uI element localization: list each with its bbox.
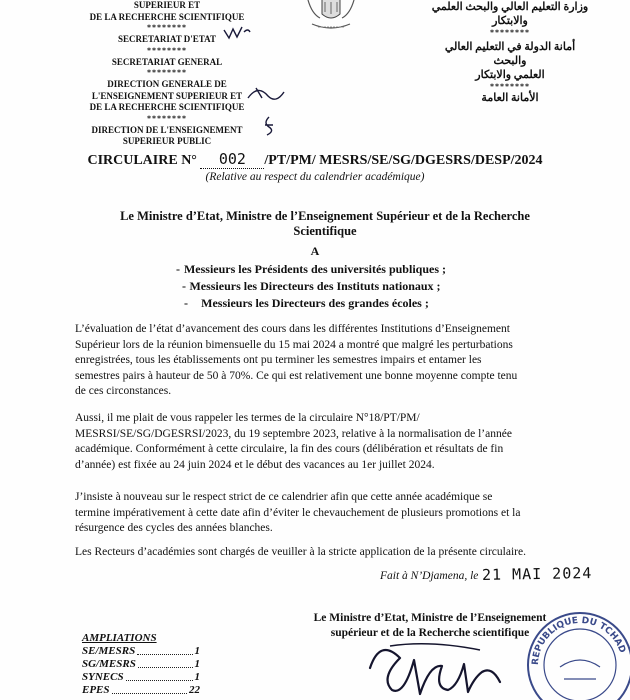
paragraph-4: [75, 545, 565, 561]
paragraph-1-line: enregistrées, tous les établissements ont pu terminer les semestres impairs et entamer les: [75, 354, 482, 367]
signatory-line1: Le Ministre d’Etat, Ministre de l’Enseignement: [313, 612, 547, 624]
ampliation-label: EPES: [82, 684, 110, 696]
header-right-line4: العلمي والابتكار: [475, 69, 545, 81]
paragraph-2-line: d’année) est fixée au 24 juin 2024 et le début des vacances au 1er juillet 2024.: [75, 458, 435, 471]
paragraph-2-line: MESRSI/SE/SG/DGESRSI/2023, du 19 septembre 2023, relative à la normalisation de l’année: [75, 427, 512, 440]
header-left-line2: DE LA RECHERCHE SCIENTIFIQUE: [89, 11, 245, 22]
ampliations-title: AMPLIATIONS: [82, 632, 157, 644]
ampliation-row: [82, 671, 200, 684]
initials-scribble-3: [260, 115, 278, 137]
circular-number-handwritten: 002: [200, 150, 264, 169]
paragraph-1-line: Supérieur lors de la réunion bimensuelle du 15 mai 2024 a montré que malgré les perturbations: [75, 338, 513, 351]
place-date-label: Fait à N’Djamena, le: [380, 570, 479, 582]
direction-generale-line3: DE LA RECHERCHE SCIENTIFIQUE: [89, 102, 245, 112]
date-handwritten: 21 MAI 2024: [481, 564, 593, 584]
recipient-3: Messieurs les Directeurs des grandes écoles ;: [201, 296, 429, 310]
minister-line1: Le Ministre d’Etat, Ministre de l’Enseignement Supérieur et de la Recherche: [120, 209, 530, 223]
recipient-dash-2: -: [182, 279, 186, 293]
ampliation-count: 1: [194, 658, 200, 670]
ampliation-row: [82, 658, 200, 671]
ampliation-count: 1: [194, 671, 200, 683]
paragraph-3-line: termine impérativement à cette date afin d’éviter le chevauchement de plusieurs promotions et la: [75, 506, 521, 519]
circular-title: [0, 150, 630, 169]
paragraph-3: [75, 490, 565, 537]
ampliation-label: SE/MESRS: [82, 645, 136, 657]
direction-line1: DIRECTION DE L'ENSEIGNEMENT: [91, 124, 243, 135]
secretariat-general: SECRETARIAT GENERAL: [111, 56, 223, 67]
signature-icon: [360, 628, 530, 700]
paragraph-3-line: J’insiste à nouveau sur le respect strict de ce calendrier afin que cette année académique se: [75, 491, 493, 503]
header-right-line5: الأمانة العامة: [481, 92, 539, 104]
coat-of-arms-icon: [302, 0, 360, 30]
initials-scribble-1: [222, 24, 252, 40]
paragraph-3-line: résurgence des cycles des années blanches.: [75, 522, 273, 535]
header-right-line2: والابتكار: [492, 15, 528, 27]
recipient-2: Messieurs les Directeurs des Instituts nationaux ;: [189, 279, 441, 293]
paragraph-2-line: académique. Conformément à cette circulaire, la fin des cours (délibération et résultats de fin: [75, 443, 504, 456]
paragraph-2-line: Aussi, il me plait de vous rappeler les termes de la circulaire N°18/PT/PM/: [75, 412, 420, 424]
header-right-stars: ********: [490, 28, 530, 37]
ampliation-row: [82, 645, 200, 658]
header-right-block: [430, 0, 590, 105]
paragraph-1-line: de ces circonstances.: [75, 385, 172, 398]
direction-generale-line2: L'ENSEIGNEMENT SUPERIEUR ET: [91, 90, 243, 101]
ampliation-count: 22: [189, 684, 200, 696]
paragraph-1-line: L’évaluation de l’état d’avancement des cours dans les différentes Institutions d’Enseignement: [75, 323, 510, 335]
circular-suffix: /PT/PM/ MESRS/SE/SG/DGESRS/DESP/2024: [264, 153, 543, 168]
minister-heading: [60, 209, 590, 239]
header-right-line3: أمانة الدولة في التعليم العالي والبحث: [444, 41, 576, 67]
recipient-1: Messieurs les Présidents des universités publiques ;: [183, 262, 446, 276]
signatory-line2: supérieur et de la Recherche scientifique: [330, 627, 530, 639]
header-left-stars-2: ********: [147, 45, 187, 55]
recipient-dash-3: -: [184, 296, 188, 310]
header-left-block: [62, 0, 272, 148]
ampliation-count: 1: [194, 645, 200, 657]
header-left-stars-4: ********: [147, 113, 187, 123]
paragraph-4-line: Les Recteurs d’académies sont chargés de veuiller à la stricte application de la présente circulaire.: [75, 546, 526, 558]
ampliations-block: [82, 632, 200, 697]
header-left-stars-3: ********: [147, 68, 187, 77]
official-stamp-icon: [520, 605, 630, 700]
circular-subtitle: (Relative au respect du calendrier académique): [205, 171, 425, 183]
direction-generale-line1: DIRECTION GENERALE DE: [107, 79, 227, 89]
ampliation-label: SG/MESRS: [82, 658, 136, 670]
ampliation-label: SYNECS: [82, 671, 124, 683]
paragraph-2: [75, 411, 565, 473]
header-right-line1: وزارة التعليم العالي والبحث العلمي: [431, 1, 589, 13]
paragraph-1-line: semestres pairs à hauteur de 50 à 70%. Ce qui est relativement une bonne moyenne compte tenu: [75, 369, 518, 382]
circular-prefix: CIRCULAIRE N°: [87, 153, 197, 168]
minister-line2: Scientifique: [293, 224, 357, 238]
recipient-dash-1: -: [176, 262, 180, 276]
header-right-stars-2: ********: [490, 82, 530, 91]
stamp-text: REPUBLIQUE DU TCHAD: [530, 615, 628, 666]
initials-scribble-2: [246, 84, 286, 106]
header-left-stars-1: ********: [147, 23, 187, 32]
ampliation-row: [82, 684, 200, 697]
addressee-a: A: [310, 244, 320, 258]
secretariat-etat: SECRETARIAT D'ETAT: [118, 34, 216, 44]
direction-line2: SUPERIEUR PUBLIC: [122, 136, 212, 146]
paragraph-1: [75, 322, 565, 400]
header-left-line1: SUPERIEUR ET: [133, 0, 201, 10]
